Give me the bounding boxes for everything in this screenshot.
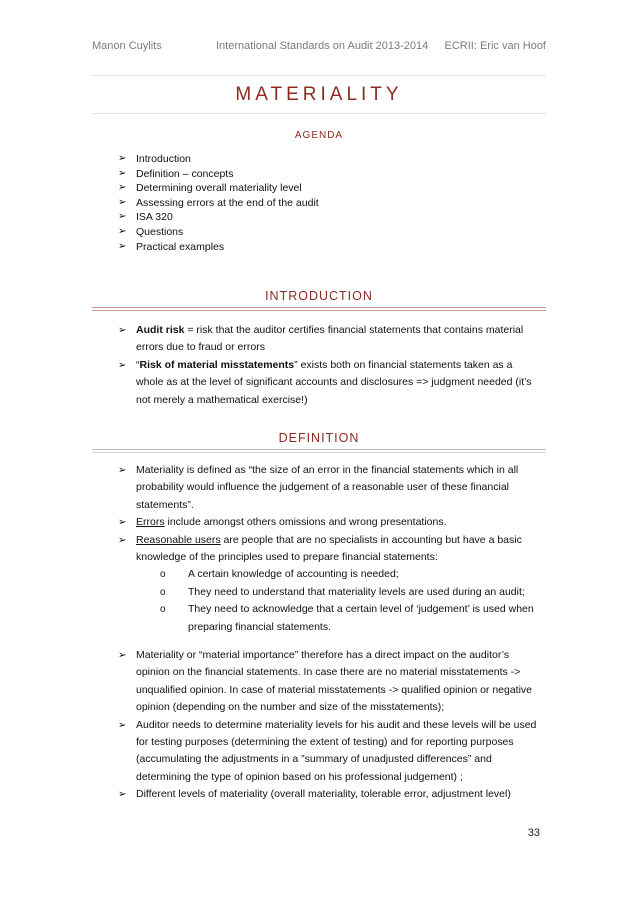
list-item: ➢ “Risk of material misstatements” exists both on financial statements taken as a whole as at the level of significant accounts and disclosures => judgment needed (it’s not merely a mathematical exercise!): [118, 358, 532, 406]
reasonable-users-term: Reasonable users: [136, 533, 221, 546]
arrow-bullet-icon: ➢: [118, 465, 127, 476]
definition-divider: [92, 449, 546, 450]
sub-list-item: o They need to understand that materiality levels are used during an audit;: [160, 584, 542, 601]
list-item: ➢ Auditor needs to determine materiality levels for his audit and these levels will be used for testing purposes (determining the extent of testing) and for reporting purposes (accumulating the adjustments in a ”summary of unadjusted differences” and determining the type of opinion based on his professional judgement) ;: [118, 718, 537, 783]
arrow-bullet-icon: ➢: [118, 650, 127, 661]
list-item: ➢ Reasonable users are people that are no specialists in accounting but have a basic knowledge of the principles used to prepare financial statements: o A certain knowledge of accounting is needed; o They need to understand that materiality levels are used during an audit; o They need to acknowledge that a certain level of ‘judgement’ is used when preparing financial statements.: [118, 532, 542, 636]
arrow-bullet-icon: ➢: [118, 240, 127, 252]
list-item: ➢ Practical examples: [118, 240, 225, 253]
arrow-bullet-icon: ➢: [118, 325, 127, 336]
list-item: ➢ Audit risk = risk that the auditor certifies financial statements that contains material errors due to fraud or errors: [118, 324, 524, 354]
list-item: ➢ Errors include amongst others omissions and wrong presentations.: [118, 514, 542, 531]
list-item: ➢ Different levels of materiality (overall materiality, tolerable error, adjustment level): [118, 786, 542, 803]
list-item: ➢ ISA 320: [118, 211, 173, 224]
list-item: ➢ Assessing errors at the end of the audit: [118, 196, 319, 209]
materiality-body: [118, 647, 542, 804]
page-header: [92, 40, 546, 56]
introduction-body: [118, 322, 542, 409]
arrow-bullet-icon: ➢: [118, 534, 127, 546]
definition-heading: DEFINITION: [278, 431, 360, 445]
definition-body: [118, 462, 542, 636]
definition-divider-2: [92, 452, 546, 453]
introduction-divider-2: [92, 310, 546, 311]
list-item: ➢ Definition – concepts: [118, 167, 234, 180]
list-item: ➢ Determining overall materiality level: [118, 182, 302, 195]
title-divider: [92, 113, 546, 114]
introduction-divider: [92, 307, 546, 308]
header-course: International Standards on Audit 2013-2014: [216, 40, 429, 52]
circle-bullet-icon: o: [160, 604, 166, 616]
page-number: 33: [527, 827, 540, 839]
sub-list-item: o A certain knowledge of accounting is needed;: [160, 566, 542, 583]
arrow-bullet-icon: ➢: [118, 517, 127, 529]
circle-bullet-icon: o: [160, 569, 166, 581]
arrow-bullet-icon: ➢: [118, 719, 127, 731]
arrow-bullet-icon: ➢: [118, 153, 127, 164]
header-chair: ECRII: Eric van Hoof: [444, 40, 546, 52]
risk-term: Risk of material misstatements: [139, 358, 295, 371]
list-item: ➢ Questions: [118, 225, 184, 238]
arrow-bullet-icon: ➢: [118, 167, 127, 179]
arrow-bullet-icon: ➢: [118, 196, 127, 208]
errors-term: Errors: [136, 516, 165, 529]
arrow-bullet-icon: ➢: [118, 789, 127, 801]
arrow-bullet-icon: ➢: [118, 359, 127, 371]
sub-list: [136, 566, 542, 636]
introduction-heading: INTRODUCTION: [265, 289, 373, 303]
header-divider: [92, 75, 546, 76]
arrow-bullet-icon: ➢: [118, 225, 127, 237]
arrow-bullet-icon: ➢: [118, 211, 127, 223]
page-title: MATERIALITY: [235, 84, 403, 105]
sub-list-item: o They need to acknowledge that a certain level of ‘judgement’ is used when preparing financial statements.: [160, 603, 534, 633]
arrow-bullet-icon: ➢: [118, 182, 127, 194]
list-item: ➢ Introduction: [118, 153, 191, 165]
agenda-list: [118, 152, 319, 254]
circle-bullet-icon: o: [160, 586, 166, 598]
list-item: ➢ Materiality is defined as “the size of an error in the financial statements which in all probability would influence the judgement of a reasonable user of these financial statements”.: [118, 464, 519, 511]
audit-risk-term: Audit risk: [136, 324, 185, 336]
list-item: ➢ Materiality or “material importance” therefore has a direct impact on the auditor’s opinion on the financial statements. In case there are no material misstatements -> unqualified opinion. In case of material misstatements -> qualified opinion or negative opinion (depending on the number and size of the misstatements);: [118, 649, 533, 714]
header-author: Manon Cuylits: [92, 40, 162, 52]
agenda-heading: AGENDA: [294, 130, 344, 141]
